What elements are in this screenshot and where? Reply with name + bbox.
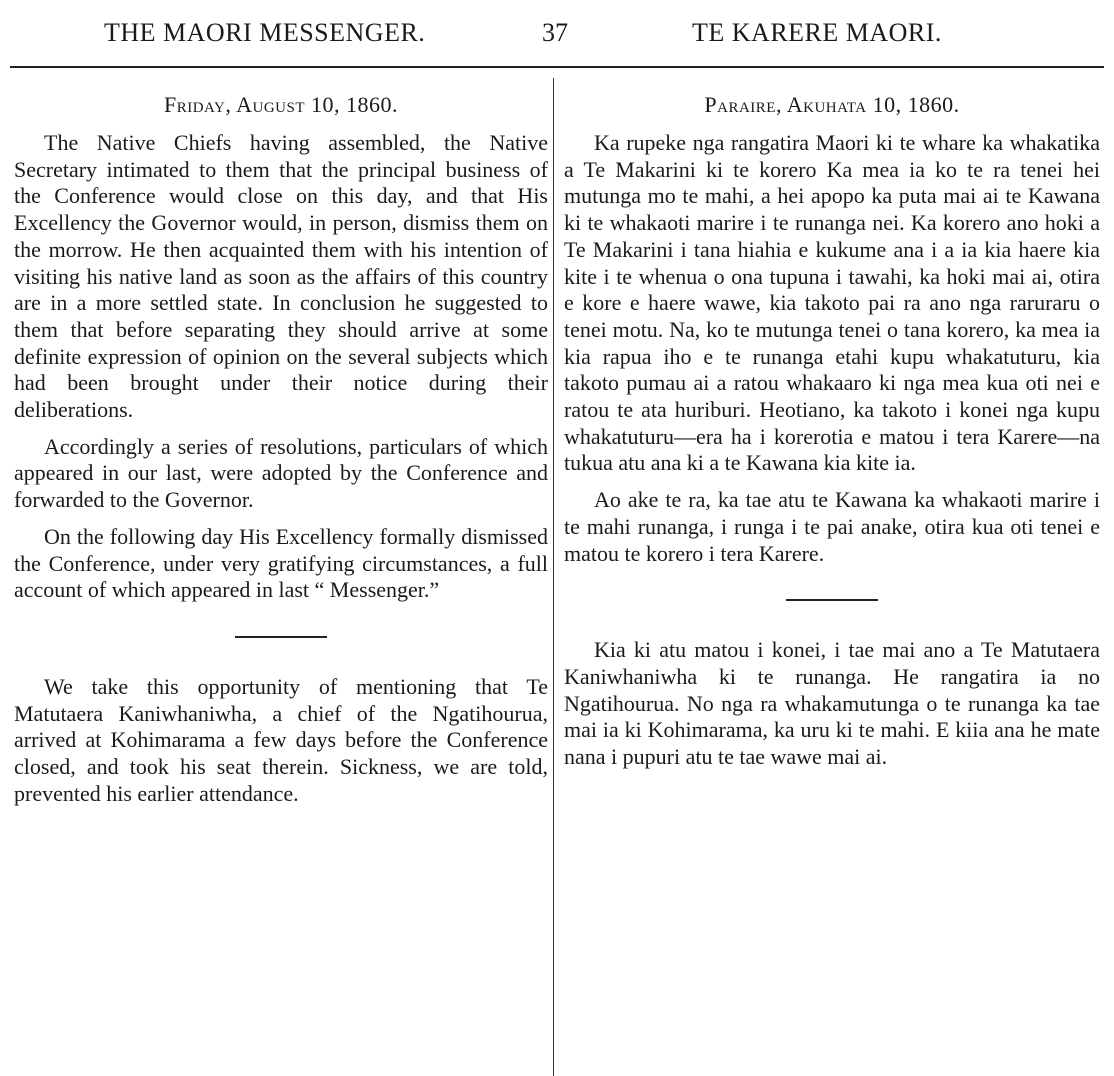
page-header [0,18,1114,58]
masthead-english: THE MAORI MESSENGER. [104,18,426,47]
maori-paragraph-2: Ao ake te ra, ka tae atu te Kawana ka whakaoti marire i te mahi runanga, i runga i te pai anake, otira kua oti tenei e matou te korero i tera Karere. [564,487,1100,566]
maori-paragraph-3: Kia ki atu matou i konei, i tae mai ano a Te Matutaera Kaniwhaniwha ki te runanga. He rangatira ia no Ngatihourua. No nga ra whakamutunga o te runanga ka tae mai ia ki Kohimarama, ka uru ki te mahi. E kiia ana he mate nana i pupuri atu te tae wawe mai ai. [564,637,1100,770]
maori-column [564,92,1100,771]
english-paragraph-2: Accordingly a series of resolutions, particulars of which appeared in our last, were adopted by the Conference and forwarded to the Governor. [14,433,548,513]
maori-paragraph-1: Ka rupeke nga rangatira Maori ki te whare ka whakatika a Te Makarini ki te korero Ka mea ia ko te ra tenei hei mutunga mo te mahi, a hei apopo ka puta mai ai te Kawana ki te whakaoti marire i te runanga nei. Ka korero ano hoki a Te Makarini i tana hiahia e kukume ana i a ia kia haere kia kite i te whenua o ona tupuna i tawahi, ka hoki mai ai, otira e kore e haere wawe, kia takoto pai ra ano nga raruraru o tenei motu. Na, ko te mutunga tenei o tana korero, ka mea ia kia rapua iho e te runanga etahi kupu whakatuturu, kia takoto pumau ai a ratou whakaaro ki nga mea kua oti nei e ratou te ata huriburi. Heotiano, ka takoto i konei nga kupu whakatuturu—era ha i korerotia e matou i tera Karere—na tukua atu ana ki a te Kawana kia kite ia. [564,130,1100,476]
english-column [14,92,548,807]
header-rule [10,66,1104,68]
english-paragraph-3: On the following day His Excellency formally dismissed the Conference, under very gratifying circumstances, a full account of which appeared in last “ Messenger.” [14,523,548,603]
maori-section-separator [786,599,878,601]
english-section-separator [235,636,327,638]
english-dateline: Friday, August 10, 1860. [163,92,399,117]
masthead-maori: TE KARERE MAORI. [692,18,942,47]
column-divider [553,78,554,1076]
maori-dateline: Paraire, Akuhata 10, 1860. [704,92,960,117]
english-paragraph-1: The Native Chiefs having assembled, the Native Secretary intimated to them that the principal business of the Conference would close on this day, and that His Excellency the Governor would, in person, dismiss them on the morrow. He then acquainted them with his intention of visiting his native land as soon as the affairs of this country are in a more settled state. In conclusion he suggested to them that before separating they should arrive at some definite expression of opinion on the several subjects which had been brought under their notice during their deliberations. [14,130,548,423]
page-number: 37 [542,18,568,47]
english-paragraph-4: We take this opportunity of mentioning that Te Matutaera Kaniwhaniwha, a chief of the Ngatihourua, arrived at Kohimarama a few days before the Conference closed, and took his seat therein. Sickness, we are told, prevented his earlier attendance. [14,673,548,806]
